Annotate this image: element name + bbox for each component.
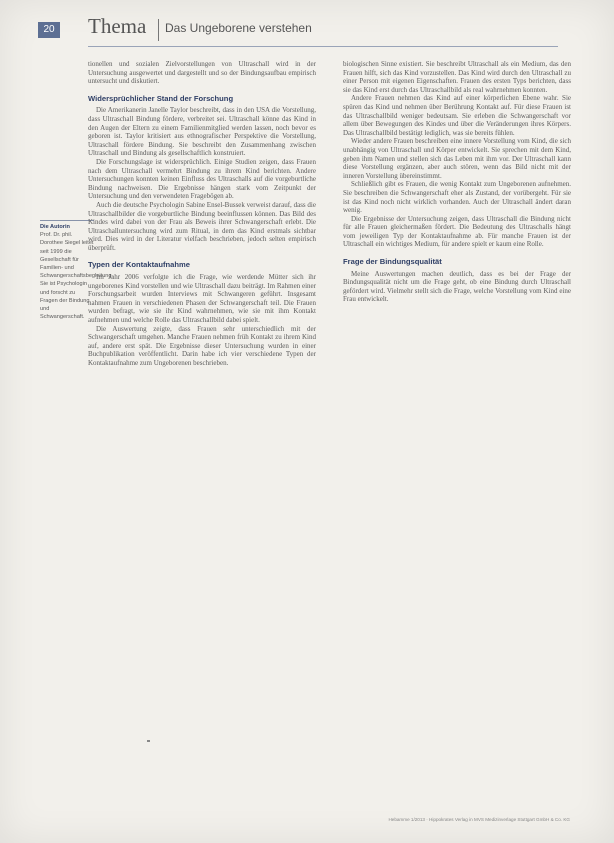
paragraph: Die Amerikanerin Janelle Taylor beschreibt, dass in den USA die Vorstellung, dass Ultraschall Bindung fördere, verbreitet sei. Ultraschall könne das Kind in den Augen der Eltern zu einem Familienmitglied werden lassen, noch bevor es geboren ist. Taylor kritisiert aus ethnografischer Perspektive die Vorstellung, Ultraschall fördere Bindung. Sie beschreibt den Zusammenhang zwischen Ultraschall und Bindung als gesellschaftlich konstruiert. (88, 106, 316, 158)
paragraph: Die Forschungslage ist widersprüchlich. Einige Studien zeigen, dass Frauen nach dem Ultraschall vermehrt Bindung zu ihrem Kind berichten. Andere Untersuchungen konnten keinen Einfluss des Ultraschalls auf die vorgeburtliche Bindung nachweisen. Die Ergebnisse hängen stark vom Zeitpunkt der Untersuchung und den verwendeten Fragebögen ab. (88, 157, 316, 201)
page-footer: Hebamme 1/2013 · Hippokrates Verlag in MVS Medizinverlage Stuttgart GmbH & Co. KG (388, 817, 570, 822)
paragraph: Andere Frauen nehmen das Kind auf einer körperlichen Ebene wahr. Sie spüren das Kind und nehmen über Berührung Kontakt auf. Für diese Frauen ist das Ultraschallbild weniger bedeutsam. Sie erleben die Schwangerschaft vor allem über Bewegungen des Kindes und über die Veränderungen ihres Körpers. Das Ultraschallbild bestätigt lediglich, was sie bereits fühlen. (343, 94, 571, 137)
section-title: Thema (88, 14, 147, 38)
left-column (88, 60, 316, 368)
page-header (0, 14, 614, 44)
paragraph: tionellen und sozialen Zielvorstellungen von Ultraschall wird in der Untersuchung ausgewertet und dargestellt und so der Bindungsaufbau empirisch untersucht und diskutiert. (88, 60, 316, 86)
paragraph: Die Ergebnisse der Untersuchung zeigen, dass Ultraschall die Bindung nicht für alle Frauen gleichermaßen fördert. Die Bedeutung des Ultraschalls hängt vom jeweiligen Typ der Kontaktaufnahme ab. Für manche Frauen ist der Ultraschall ein wichtiges Medium, für andere spielt er kaum eine Rolle. (343, 214, 571, 249)
paragraph: biologischen Sinne existiert. Sie beschreibt Ultraschall als ein Medium, das den Frauen hilft, sich das Kind vorzustellen. Das Kind wird durch den Ultraschall zu einer Person mit eigenen Eigenschaften. Frauen des ersten Typs berichten, dass sie das Kind erst durch das Ultraschallbild als real wahrnehmen konnten. (343, 60, 571, 94)
section-heading: Widersprüchlicher Stand der Forschung (88, 93, 234, 103)
paragraph: Schließlich gibt es Frauen, die wenig Kontakt zum Ungeborenen aufnehmen. Sie beschreiben die Schwangerschaft eher als Zustand, der vorübergeht. Für sie ist das Kind noch nicht wirklich vorhanden. Auch der Ultraschall ändert daran wenig. (343, 180, 571, 215)
section-heading: Frage der Bindungsqualität (343, 257, 442, 267)
paragraph: Meine Auswertungen machen deutlich, dass es bei der Frage der Bindungsqualität nicht um die Frage geht, ob eine Bindung durch Ultraschall gefördert wird. Vielmehr stellt sich die Frage, welche Vorstellung vom Kind eine Frau entwickelt. (343, 269, 571, 304)
paragraph: Auch die deutsche Psychologin Sabine Ensel-Bussek verweist darauf, dass die Ultraschallbilder die vorgeburtliche Bindung beeinflussen können. Das Bild des Kindes wird dabei von der Frau als Beweis ihrer Schwangerschaft erlebt. Die Ultraschalluntersuchung wird zum Ritual, in dem das Kind erstmals sichtbar wird. Dies wird in der Literatur vielfach beschrieben, jedoch selten empirisch überprüft. (88, 200, 316, 252)
paragraph: Die Auswertung zeigte, dass Frauen sehr unterschiedlich mit der Schwangerschaft umgehen. Manche Frauen nehmen früh Kontakt zu ihrem Kind auf, andere erst spät. Die Ergebnisse dieser Untersuchung wurden in einer Buchpublikation veröffentlicht. Darin habe ich vier verschiedene Typen der Kontaktaufnahme zum Ungeborenen beschrieben. (88, 324, 316, 367)
sidebar-text: Prof. Dr. phil. Dorothee Siegel leitet seit 1999 die Gesellschaft für Familien- und Schwangerschaftsbegleitung. Sie ist Psychologin und forscht zu Fragen der Bindung und Schwangerschaft. (40, 232, 114, 321)
header-divider (158, 19, 159, 41)
section-subtitle: Das Ungeborene verstehen (165, 21, 312, 35)
page-mark (147, 740, 150, 742)
author-sidebar (40, 220, 114, 321)
header-rule (88, 46, 558, 47)
paragraph: Wieder andere Frauen beschreiben eine innere Vorstellung vom Kind, die sich unabhängig von Ultraschall und Körper entwickelt. Sie sprechen mit dem Kind, geben ihm Namen und stellen sich das Leben mit ihm vor. Der Ultraschall kann diese Vorstellung ergänzen, aber auch stören, wenn das Bild nicht mit der inneren Vorstellung übereinstimmt. (343, 137, 571, 180)
section-heading: Typen der Kontaktaufnahme (88, 260, 190, 270)
page-number: 20 (38, 22, 60, 38)
paragraph: Im Jahr 2006 verfolgte ich die Frage, wie werdende Mütter sich ihr ungeborenes Kind vorstellen und wie Ultraschall dazu beiträgt. Im Rahmen einer Forschungsarbeit wurden Interviews mit Schwangeren geführt. Insgesamt nahmen Frauen in verschiedenen Phasen der Schwangerschaft teil. Die Frauen wurden befragt, wie sie ihr Kind wahrnehmen, wie sie mit ihm Kontakt aufnehmen und welche Rolle das Ultraschallbild dabei spielt. (88, 273, 316, 325)
sidebar-title: Die Autorin (40, 220, 94, 231)
right-column (343, 60, 571, 304)
